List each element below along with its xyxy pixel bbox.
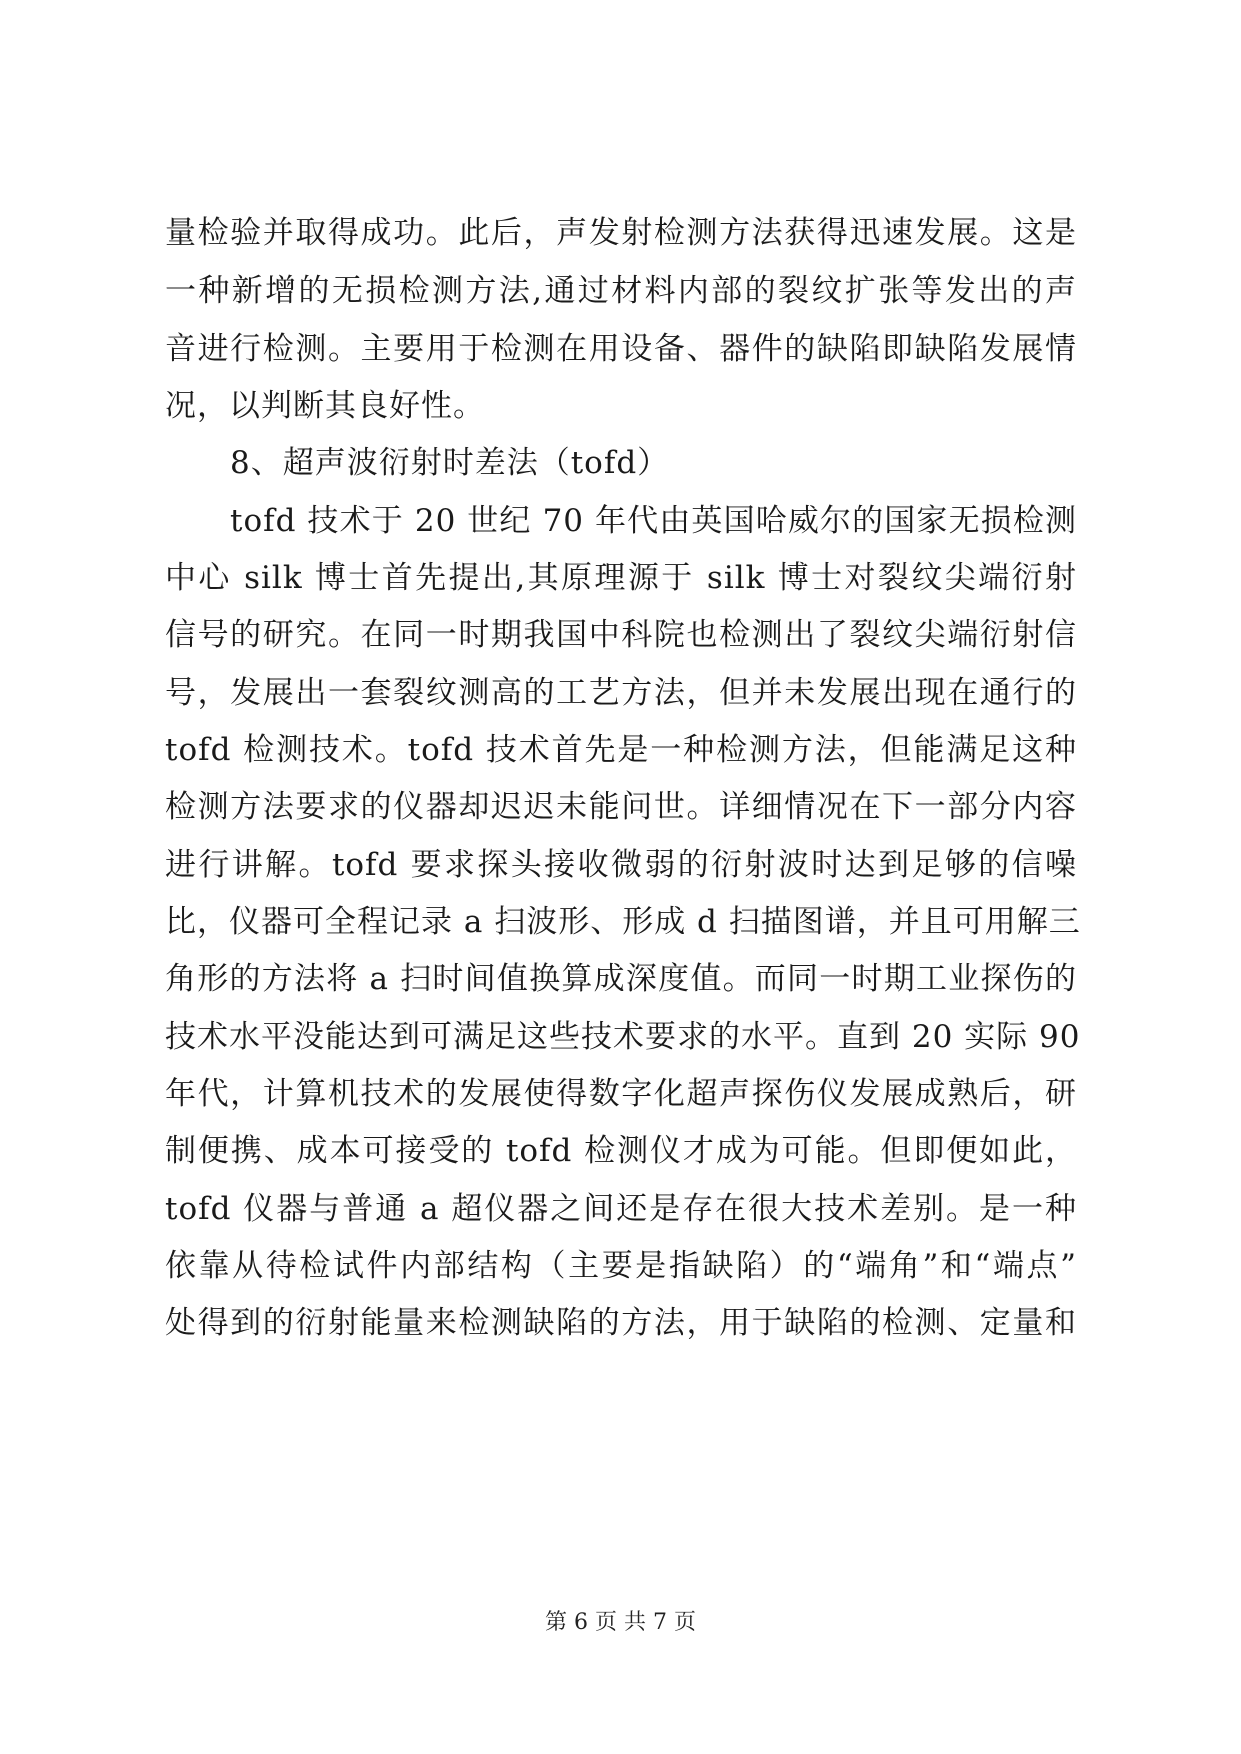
text-line: tofd 检测技术。tofd 技术首先是一种检测方法，但能满足这种 [165, 732, 1077, 768]
section-heading: 8、超声波衍射时差法（tofd） [230, 445, 670, 481]
text-line: 一种新增的无损检测方法,通过材料内部的裂纹扩张等发出的声 [165, 273, 1077, 309]
text-line: 进行讲解。tofd 要求探头接收微弱的衍射波时达到足够的信噪 [165, 847, 1077, 883]
text-line: 中心 silk 博士首先提出,其原理源于 silk 博士对裂纹尖端衍射 [165, 560, 1077, 596]
text-line: 制便携、成本可接受的 tofd 检测仪才成为可能。但即便如此， [165, 1133, 1077, 1169]
text-line: 信号的研究。在同一时期我国中科院也检测出了裂纹尖端衍射信 [165, 617, 1077, 653]
text-line: 检测方法要求的仪器却迟迟未能问世。详细情况在下一部分内容 [165, 789, 1077, 825]
text-line: 处得到的衍射能量来检测缺陷的方法，用于缺陷的检测、定量和 [165, 1305, 1077, 1341]
text-line: 况，以判断其良好性。 [165, 388, 485, 424]
text-line: tofd 仪器与普通 a 超仪器之间还是存在很大技术差别。是一种 [165, 1191, 1077, 1227]
text-line: 量检验并取得成功。此后，声发射检测方法获得迅速发展。这是 [165, 215, 1077, 251]
page-number-footer: 第 6 页 共 7 页 [545, 1610, 696, 1635]
text-line: 音进行检测。主要用于检测在用设备、器件的缺陷即缺陷发展情 [165, 331, 1077, 367]
text-line: 比，仪器可全程记录 a 扫波形、形成 d 扫描图谱，并且可用解三 [165, 904, 1081, 940]
text-line: 年代，计算机技术的发展使得数字化超声探伤仪发展成熟后，研 [165, 1076, 1077, 1112]
text-line: tofd 技术于 20 世纪 70 年代由英国哈威尔的国家无损检测 [230, 503, 1077, 539]
text-line: 依靠从待检试件内部结构（主要是指缺陷）的“端角”和“端点” [165, 1248, 1077, 1284]
text-line: 角形的方法将 a 扫时间值换算成深度值。而同一时期工业探伤的 [165, 961, 1077, 997]
text-line: 技术水平没能达到可满足这些技术要求的水平。直到 20 实际 90 [165, 1019, 1081, 1055]
text-line: 号，发展出一套裂纹测高的工艺方法，但并未发展出现在通行的 [165, 675, 1077, 711]
